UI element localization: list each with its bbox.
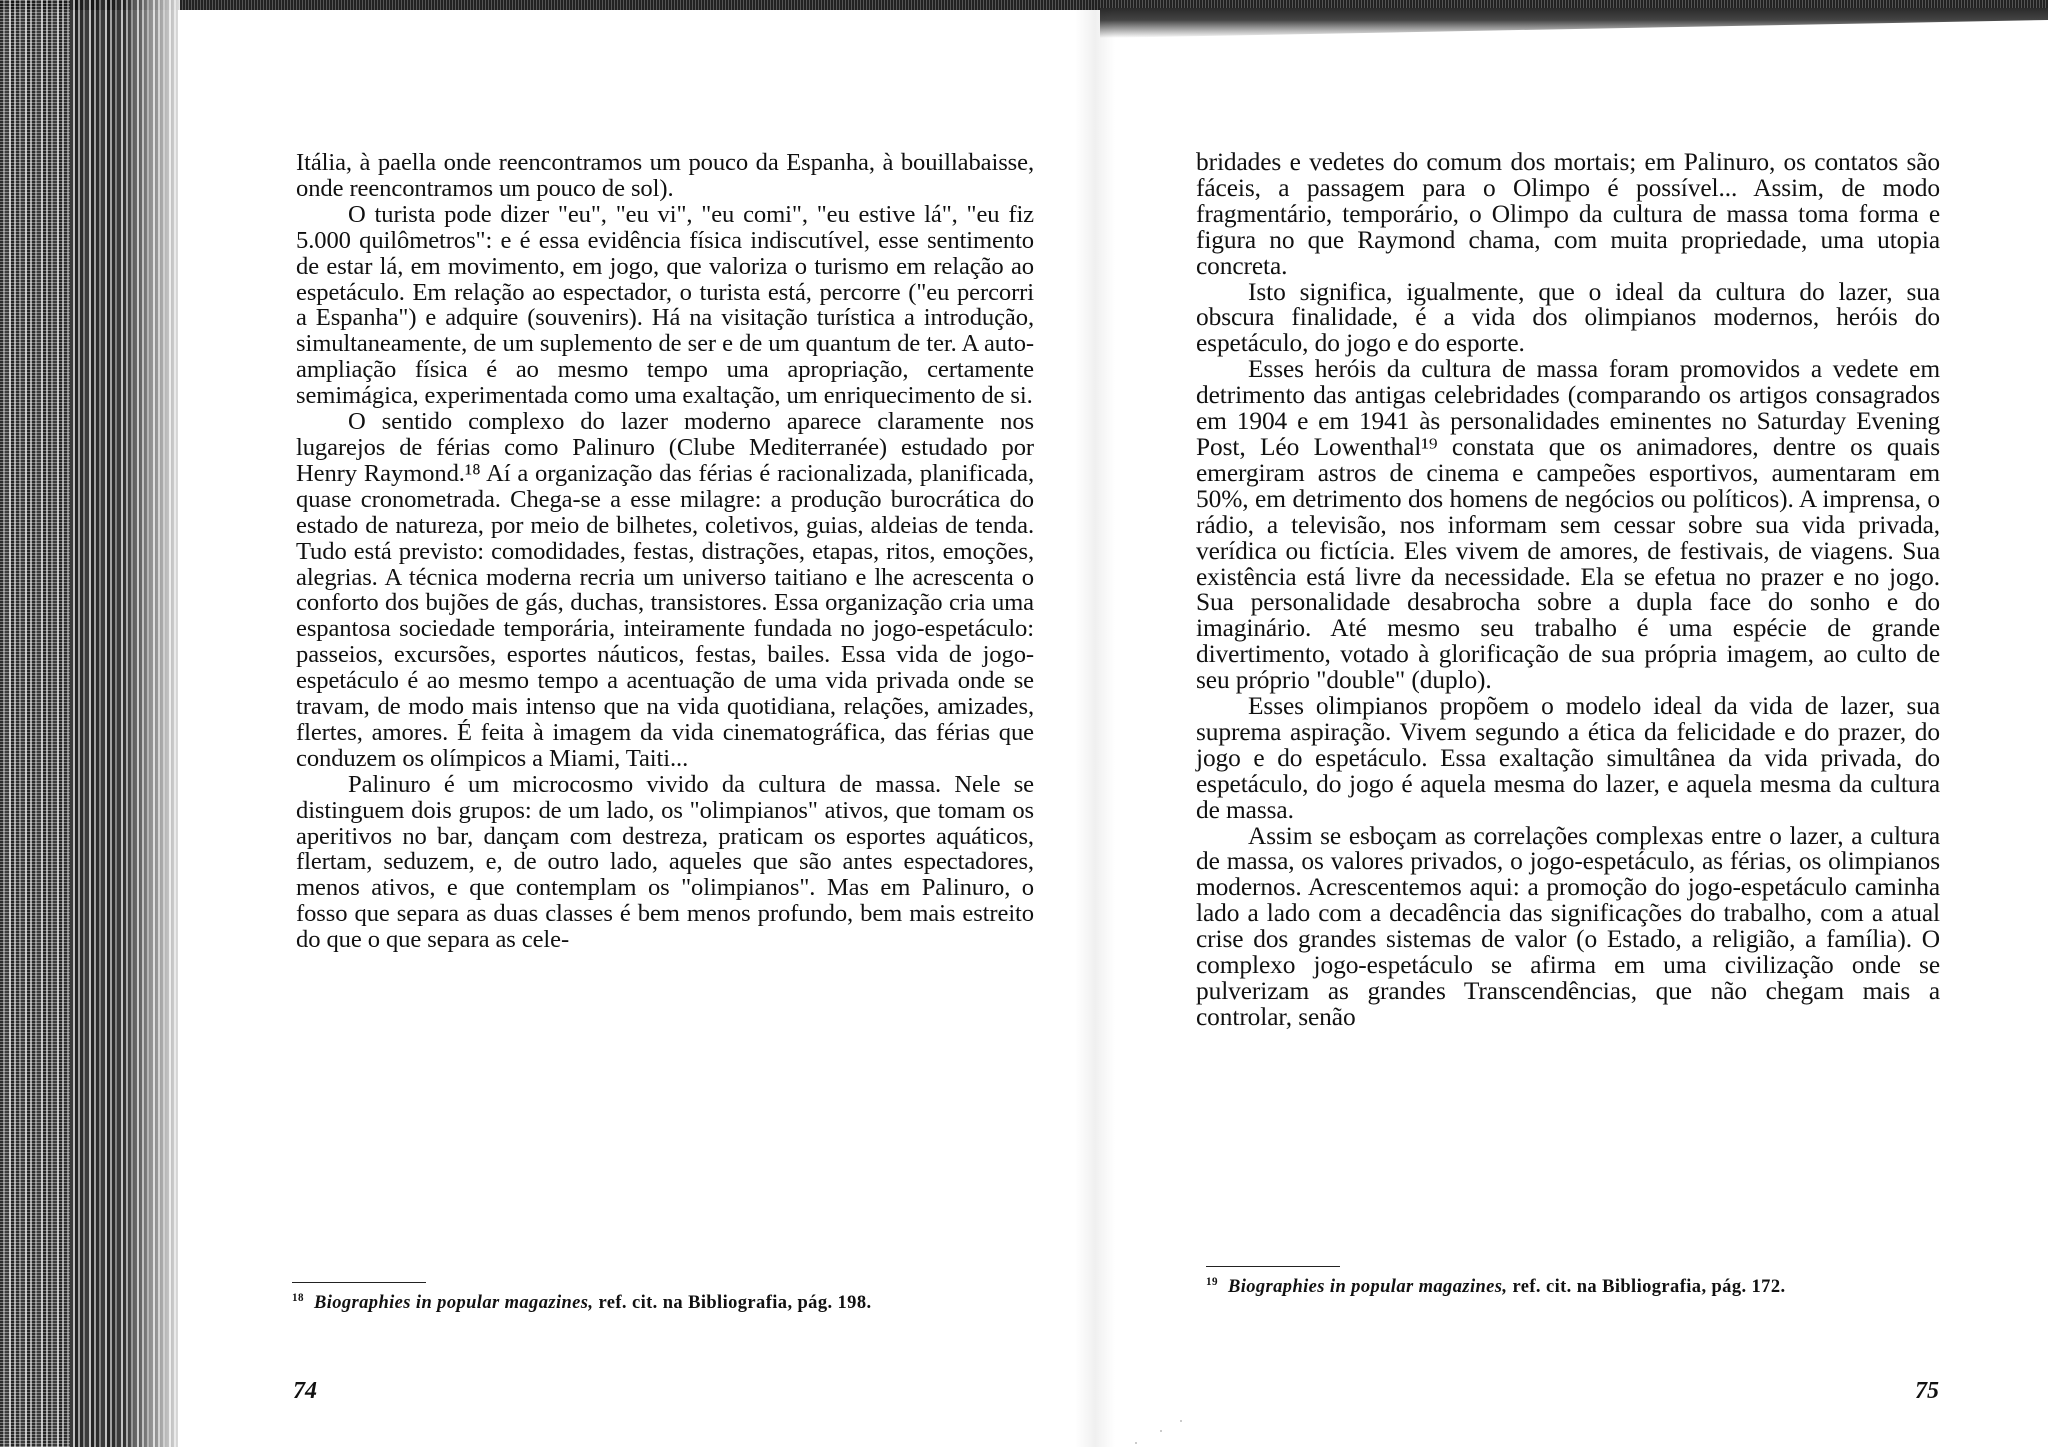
right-page-number: 75 [1915, 1378, 1939, 1404]
right-page [1196, 150, 1940, 1031]
left-footnote [292, 1293, 1019, 1314]
center-gutter [1075, 0, 1115, 1447]
right-footnote-rule [1206, 1266, 1340, 1267]
scan-top-shadow [1100, 8, 2048, 38]
scan-speck [1180, 1420, 1182, 1422]
left-paragraph-4: Palinuro é um microcosmo vivido da cultura de massa. Nele se distinguem dois grupos: de um lado, os "olimpianos" ativos, que tomam os aperitivos no bar, dançam com destreza, praticam os esportes aquáticos, flertam, seduzem, e, de outro lado, aqueles que são antes espectadores, menos ativos, e que contemplam os "olimpianos". Mas em Palinuro, o fosso que separa as duas classes é bem menos profundo, bem mais estreito do que o que separa as cele- [296, 770, 1034, 954]
left-footnote-rule [292, 1282, 426, 1283]
left-page [296, 150, 1034, 953]
left-paragraph-1: Itália, à paella onde reencontramos um pouco da Espanha, à bouillabaisse, onde reencontramos um pouco de sol). [296, 149, 1034, 202]
binding-texture [0, 0, 70, 1447]
right-paragraph-4: Esses olimpianos propõem o modelo ideal da vida de lazer, sua suprema aspiração. Vivem segundo a ética da felicidade e do prazer, do jogo e do espetáculo. Essa exaltação simultânea da vida privada, do espetáculo, do jogo é aquela mesma do lazer, e aquela mesma da cultura de massa. [1196, 692, 1940, 824]
scan-speck [1160, 1430, 1162, 1432]
scan-speck [1135, 1442, 1137, 1444]
left-footnote-marker: 18 [292, 1291, 304, 1304]
right-footnote-marker: 19 [1206, 1275, 1218, 1288]
left-page-body [296, 150, 1034, 953]
left-page-number: 74 [293, 1378, 317, 1404]
left-footnote-text: ref. cit. na Bibliografia, pág. 198. [593, 1293, 872, 1313]
right-footnote [1206, 1277, 1942, 1298]
binding-fade [120, 0, 180, 1447]
left-footnote-title: Biographies in popular magazines, [313, 1293, 594, 1313]
right-paragraph-3: Esses heróis da cultura de massa foram promovidos a vedete em detrimento das antigas celebridades (comparando os artigos consagrados em 1904 e em 1941 às personalidades eminentes no Saturday Evening Post, Léo Lowenthal¹⁹ constata que os animadores, dentre os quais emergiram astros de cinema e campeões esportivos, aumentaram em 50%, em detrimento dos homens de negócios ou políticos). A imprensa, o rádio, a televisão, nos informam sem cessar sobre sua vida privada, verídica ou fictícia. Eles vivem de amores, de festivais, de viagens. Sua existência está livre da necessidade. Ela se efetua no prazer e no jogo. Sua personalidade desabrocha sobre a dupla face do sonho e do imaginário. Até mesmo seu trabalho é uma espécie de grande divertimento, votado à glorificação de sua própria imagem, ao culto de seu próprio "double" (duplo). [1196, 355, 1940, 695]
right-page-body [1196, 150, 1940, 1031]
right-paragraph-2: Isto significa, igualmente, que o ideal da cultura do lazer, sua obscura finalidade, é a vida dos olimpianos modernos, heróis do espetáculo, do jogo e do esporte. [1196, 277, 1940, 358]
left-paragraph-2: O turista pode dizer "eu", "eu vi", "eu comi", "eu estive lá", "eu fiz 5.000 quilômetros": e é essa evidência física indiscutível, esse sentimento de estar lá, em movimento, em jogo, que valoriza o turismo em relação ao espetáculo. Em relação ao espectador, o turista está, percorre ("eu percorri a Espanha") e adquire (souvenirs). Há na visitação turística a introdução, simultaneamente, de um suplemento de ser e de um quantum de ter. A auto-ampliação física é ao mesmo tempo uma apropriação, certamente semimágica, experimentada como uma exaltação, um enriquecimento de si. [296, 200, 1034, 410]
right-paragraph-1: bridades e vedetes do comum dos mortais; em Palinuro, os contatos são fáceis, a passagem para o Olimpo é possível... Assim, de modo fragmentário, temporário, o Olimpo da cultura de massa toma forma e figura no que Raymond chama, com muita propriedade, uma utopia concreta. [1196, 148, 1940, 280]
right-footnote-title: Biographies in popular magazines, [1227, 1277, 1508, 1297]
right-footnote-text: ref. cit. na Bibliografia, pág. 172. [1507, 1277, 1786, 1297]
left-paragraph-3: O sentido complexo do lazer moderno aparece claramente nos lugarejos de férias como Palinuro (Clube Mediterranée) estudado por Henry Raymond.¹⁸ Aí a organização das férias é racionalizada, planificada, quase cronometrada. Chega-se a esse milagre: a produção burocrática do estado de natureza, por meio de bilhetes, coletivos, guias, aldeias de tenda. Tudo está previsto: comodidades, festas, distrações, etapas, ritos, emoções, alegrias. A técnica moderna recria um universo taitiano e lhe acrescenta o conforto dos bujões de gás, duchas, transistores. Essa organização cria uma espantosa sociedade temporária, inteiramente fundada no jogo-espetáculo: passeios, excursões, esportes náuticos, festas, bailes. Essa vida de jogo-espetáculo é ao mesmo tempo a acentuação de uma vida privada onde se travam, de modo mais intenso que na vida quotidiana, relações, amizades, flertes, amores. É feita à imagem da vida cinematográfica, das férias que conduzem os olímpicos a Miami, Taiti... [296, 408, 1034, 772]
right-paragraph-5: Assim se esboçam as correlações complexas entre o lazer, a cultura de massa, os valores privados, o jogo-espetáculo, as férias, os olimpianos modernos. Acrescentemos aqui: a promoção do jogo-espetáculo caminha lado a lado com a decadência das significações do trabalho, com a atual crise dos grandes sistemas de valor (o Estado, a religião, a família). O complexo jogo-espetáculo se afirma em uma civilização onde se pulverizam as grandes Transcendências, que não chegam mais a controlar, senão [1196, 821, 1940, 1031]
